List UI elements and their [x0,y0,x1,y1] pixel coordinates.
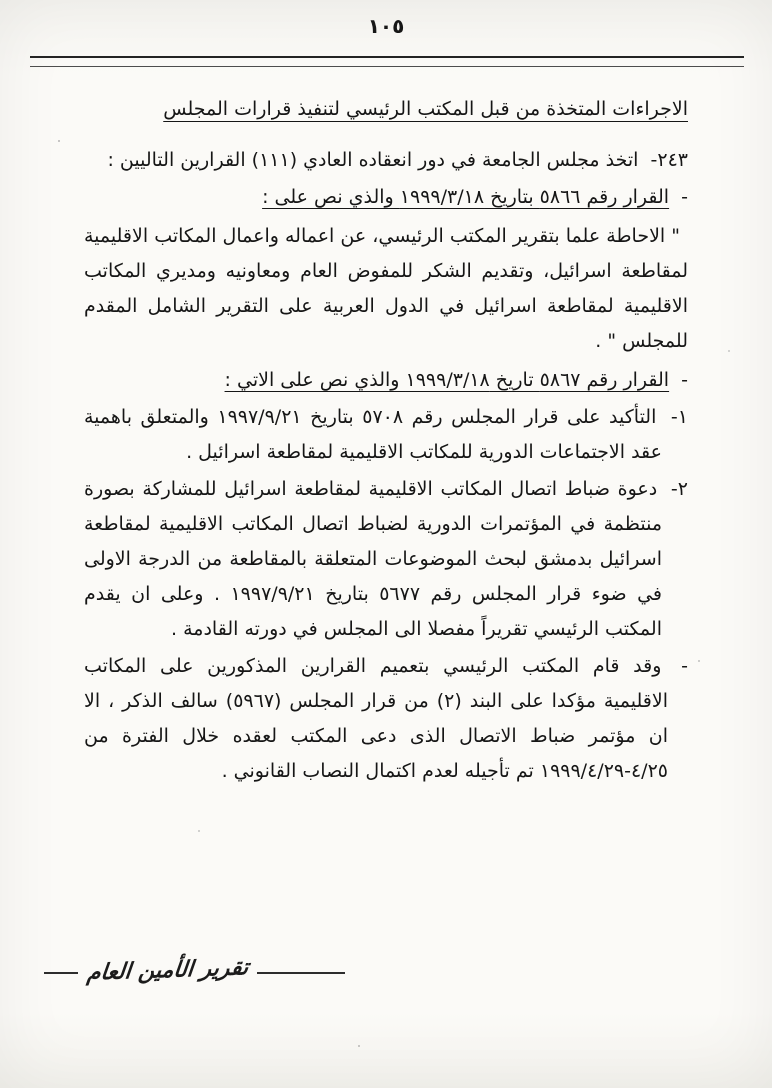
paragraph-text: القرار رقم ٥٨٦٧ تاريخ ١٩٩٩/٣/١٨ والذي نص على الاتي : [224,369,670,391]
signature-line-long [257,972,345,974]
paragraph-text: " الاحاطة علما بتقرير المكتب الرئيسي، عن اعماله واعمال المكاتب الاقليمية لمقاطعة اسرائيل، وتقديم الشكر للمفوض العام ومعاونيه ومديري المكاتب الاقليمية لمقاطعة اسرائيل في الدول العربية على التقرير الشامل المقدم للمجلس " . [84,225,688,352]
list-marker: - [681,186,688,208]
paragraph-text: القرار رقم ٥٨٦٦ بتاريخ ١٩٩٩/٣/١٨ والذي نص على : [262,186,670,208]
paragraph-text: التأكيد على قرار المجلس رقم ٥٧٠٨ بتاريخ ١٩٩٧/٩/٢١ والمتعلق باهمية عقد الاجتماعات الدورية للمكاتب الاقليمية لمقاطعة اسرائيل . [84,406,662,463]
paragraph [84,219,688,359]
signature-text: تقرير الأمين العام [85,955,250,986]
paragraph [84,649,688,789]
document-body [84,92,688,791]
paragraph [84,363,688,398]
signature-block [44,955,345,986]
list-marker: - [681,655,689,677]
top-rule [30,56,744,58]
paragraph [84,143,688,178]
paragraph [84,472,688,647]
paragraph-text: دعوة ضباط اتصال المكاتب الاقليمية لمقاطعة اسرائيل للمشاركة بصورة منتظمة في المؤتمرات الدورية لضباط اتصال المكاتب الاقليمية لمقاطعة اسرائيل بدمشق لبحث الموضوعات المتعلقة بالمقاطعة من الدرجة الاولى في ضوء قرار المجلس رقم ٥٦٧٧ بتاريخ ١٩٩٧/٩/٢١ . وعلى ان يقدم المكتب الرئيسي تقريراً مفصلا الى المجلس في دورته القادمة . [84,478,662,640]
paragraph-list [84,143,688,789]
list-marker: - [681,369,688,391]
list-marker: ٢٤٣- [650,149,688,171]
paragraph [84,400,688,470]
document-heading: الاجراءات المتخذة من قبل المكتب الرئيسي لتنفيذ قرارات المجلس [163,98,688,120]
list-marker: ١- [670,406,688,428]
paragraph-text: اتخذ مجلس الجامعة في دور انعقاده العادي (١١١) القرارين التاليين : [107,149,639,171]
signature-line-short [44,972,78,974]
top-rule-secondary [30,66,744,67]
page-number: ١٠٥ [367,14,405,38]
list-marker: ٢- [670,478,688,500]
paragraph [84,180,688,215]
paragraph-text: وقد قام المكتب الرئيسي بتعميم القرارين المذكورين على المكاتب الاقليمية مؤكدا على البند (٢) من قرار المجلس (٥٩٦٧) سالف الذكر ، الا ان مؤتمر ضباط الاتصال الذى دعى المكتب لعقده خلال الفترة من ٤/٢٥-١٩٩٩/٤/٢٩ تم تأجيله لعدم اكتمال النصاب القانوني . [84,655,668,782]
